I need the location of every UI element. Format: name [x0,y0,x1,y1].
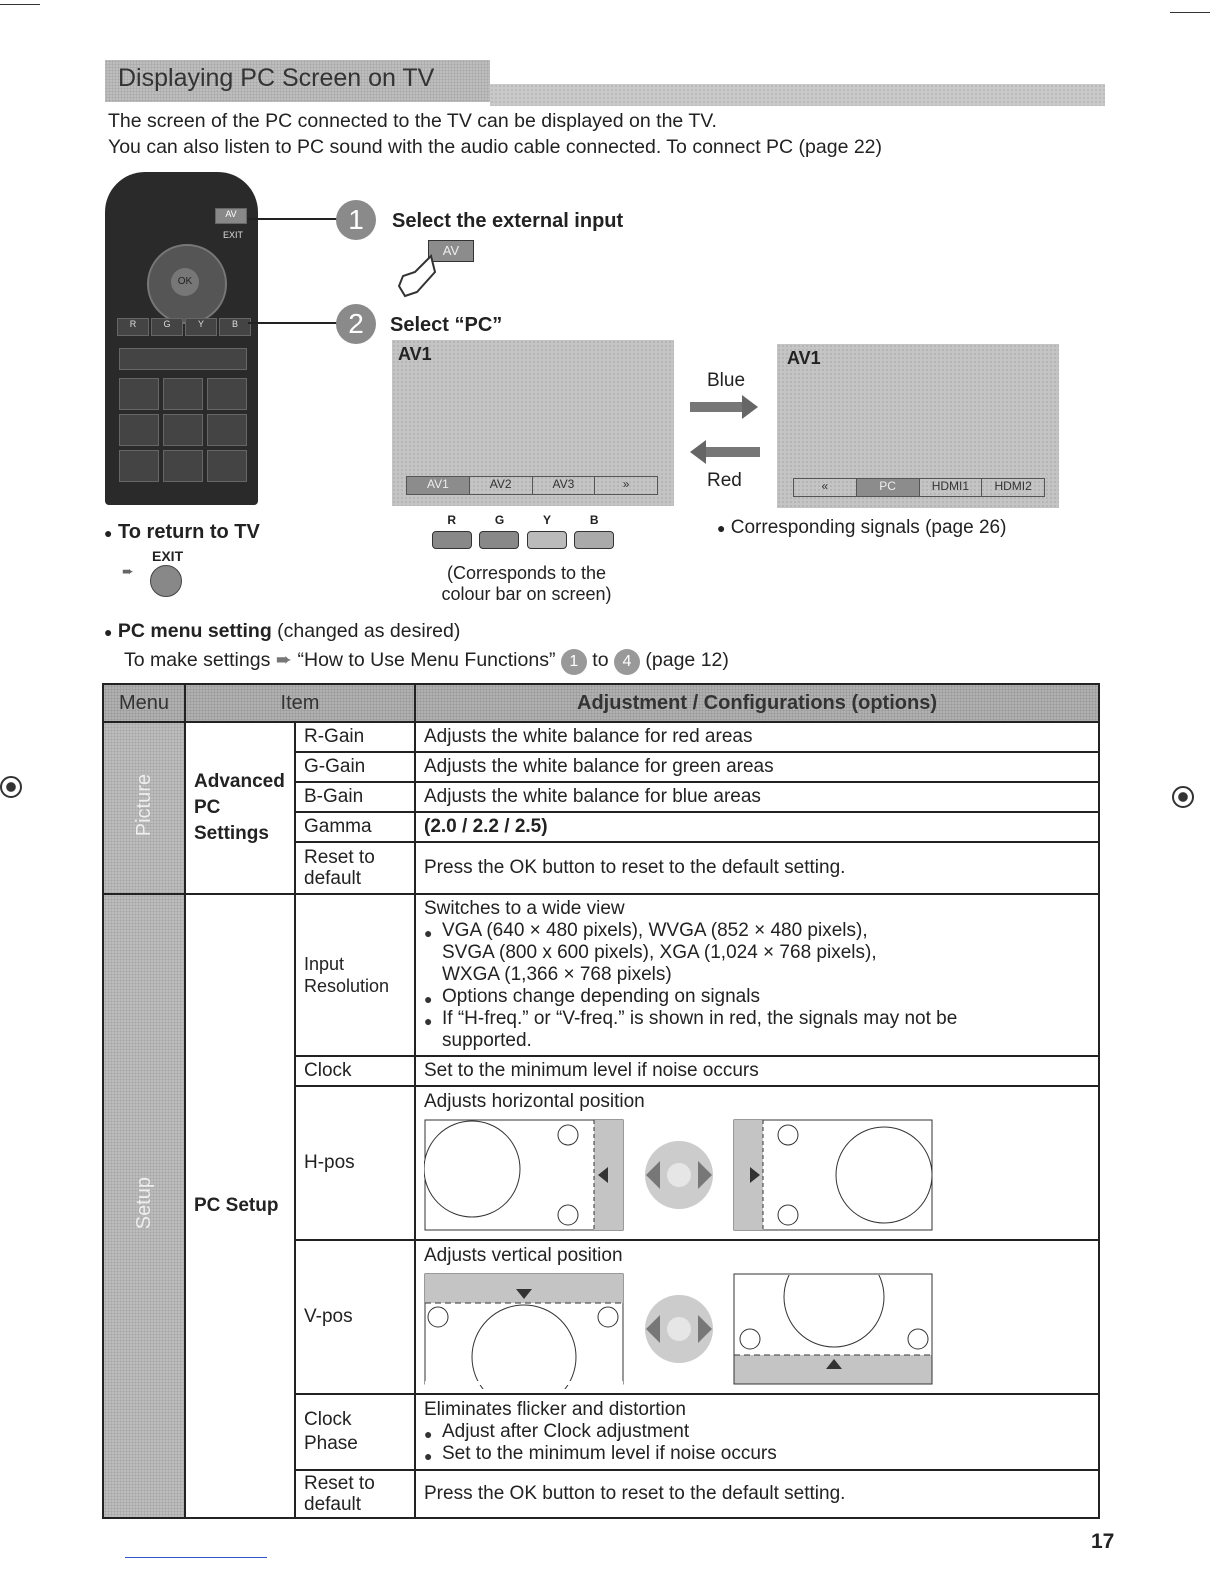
desc-reset-setup: Press the OK button to reset to the default setting. [415,1470,1099,1518]
page-title: Displaying PC Screen on TV [118,64,435,92]
pc-menu-heading-suffix: (changed as desired) [277,620,461,642]
vpos-illustration [424,1273,944,1389]
input-res-desc: Switches to a wide view [424,898,625,919]
pc-menu-heading: ● PC menu setting (changed as desired) [104,620,461,642]
remote-ok-button: OK [171,268,199,296]
remote-key [163,450,203,482]
clock-phase-bullet-2: ● Set to the minimum level if noise occurs [424,1443,1090,1465]
crop-mark [1170,12,1210,13]
desc-clock: Set to the minimum level if noise occurs [415,1056,1099,1086]
color-keys-caption [424,563,629,605]
hand-press-icon [395,252,439,300]
menu-table [102,683,1100,1519]
remote-g-button: G [151,318,183,336]
desc-reset-picture: Press the OK button to reset to the default setting. [415,842,1099,894]
instr-prefix: To make settings [124,649,271,671]
remote-row [119,348,247,370]
key-g-label: G [494,513,505,527]
input-res-bullet-1 [424,920,1090,986]
desc-g-gain: Adjusts the white balance for green areas [415,752,1099,782]
remote-key [119,378,159,410]
step-from-icon: 1 [561,649,587,675]
item-clock-phase: Clock Phase [295,1394,415,1470]
remote-y-button: Y [185,318,217,336]
remote-av-button: AV [215,208,247,224]
tab-next: » [622,477,630,491]
menu-setup-label: Setup [132,1176,155,1230]
item-clock: Clock [295,1056,415,1086]
key-y-label: Y [543,513,552,527]
screen-left-tabs [406,476,658,495]
caption-line-1: (Corresponds to the [446,563,607,583]
table-row [103,894,1099,1056]
group-pc-setup: PC Setup [185,894,295,1518]
crop-mark [0,4,40,5]
tab-av2: AV2 [470,477,533,494]
remote-key [163,414,203,446]
screen-right-label: AV1 [787,348,821,368]
item-reset-setup: Reset to default [295,1470,415,1518]
return-tv-note: ● To return to TV [104,521,260,543]
clock-phase-bullet-1: ● Adjust after Clock adjustment [424,1421,1090,1443]
screen-right [777,344,1059,508]
input-res-bullet-3-l2: supported. [442,1030,532,1051]
key-b-label: B [589,513,599,527]
tab-av3: AV3 [533,477,596,494]
red-key-icon [432,531,472,549]
tab-av1: AV1 [407,477,470,494]
input-res-bullet-3 [424,1008,1090,1052]
hpos-desc: Adjusts horizontal position [424,1091,645,1112]
item-input-resolution: Input Resolution [295,894,415,1056]
item-h-pos: H-pos [295,1086,415,1240]
remote-key [207,414,247,446]
registration-mark-icon [0,776,22,798]
desc-b-gain: Adjusts the white balance for blue areas [415,782,1099,812]
caption-line-2: colour bar on screen) [441,584,612,604]
hpos-illustration [424,1119,944,1235]
menu-picture [103,722,185,894]
menu-picture-label: Picture [132,773,155,837]
blue-label: Blue [707,370,746,391]
tab-hdmi1: HDMI1 [920,479,983,496]
color-keys [428,513,618,549]
screen-left-label: AV1 [398,344,432,364]
pc-menu-heading-text: PC menu setting [117,620,272,642]
desc-input-resolution [415,894,1099,1056]
step-1-icon: 1 [336,200,376,240]
input-res-bullet-1-l3: WXGA (1,366 × 768 pixels) [442,964,672,985]
arrow-hint-icon: ➨ [122,563,134,579]
remote-key [207,450,247,482]
header-menu: Menu [103,684,185,722]
item-reset-picture: Reset to default [295,842,415,894]
arrow-right-icon [742,395,758,419]
desc-clock-phase [415,1394,1099,1470]
yellow-key-icon [527,531,567,549]
instr-page: (page 12) [645,649,729,671]
input-res-bullet-3-l1: ● If “H-freq.” or “V-freq.” is shown in red, the signals may not be [442,1008,958,1029]
instr-to: to [592,649,609,671]
header-adjustment: Adjustment / Configurations (options) [415,684,1099,722]
remote-key [119,450,159,482]
return-tv-label: To return to TV [118,521,260,543]
clock-phase-desc: Eliminates flicker and distortion [424,1399,686,1420]
group-advanced-pc: Advanced PC Settings [185,722,295,894]
item-r-gain: R-Gain [295,722,415,752]
item-b-gain: B-Gain [295,782,415,812]
av-button-icon: AV [428,240,474,262]
page-number: 17 [1091,1530,1115,1553]
remote-key [119,414,159,446]
screen-left [392,340,674,506]
step-to-icon: 4 [614,649,640,675]
desc-gamma: (2.0 / 2.2 / 2.5) [415,812,1099,842]
tab-pc: PC [857,479,920,496]
step-1-text: Select the external input [392,210,624,232]
instr-mid: “How to Use Menu Functions” [297,649,556,671]
key-r-label: R [447,513,457,527]
tab-hdmi2: HDMI2 [994,479,1032,493]
arrow-left-icon [690,440,706,464]
desc-r-gain: Adjusts the white balance for red areas [415,722,1099,752]
exit-label: EXIT [152,548,184,564]
arrow-right-shaft [690,402,742,412]
screen-right-tabs [793,478,1045,497]
red-label: Red [707,470,742,491]
arrow-left-shaft [706,447,760,457]
item-g-gain: G-Gain [295,752,415,782]
step-2-icon: 2 [336,304,376,344]
table-row [103,722,1099,752]
signals-note-text: Corresponding signals (page 26) [730,517,1007,538]
input-res-bullet-1-l1: ● VGA (640 × 480 pixels), WVGA (852 × 480 pixels), [442,920,868,941]
leader-line-2 [248,322,338,324]
signals-note: ● Corresponding signals (page 26) [717,517,1007,538]
blue-key-icon [574,531,614,549]
tab-prev: « [794,479,857,496]
remote-key [207,378,247,410]
intro-line-1: The screen of the PC connected to the TV can be displayed on the TV. [108,110,717,132]
remote-r-button: R [117,318,149,336]
desc-v-pos [415,1240,1099,1394]
pc-menu-instruction [124,648,729,675]
table-header [103,684,1099,722]
remote-key [163,378,203,410]
remote-b-button: B [219,318,251,336]
desc-h-pos [415,1086,1099,1240]
leader-line-1 [248,218,338,220]
remote-exit-label: EXIT [223,230,244,240]
item-v-pos: V-pos [295,1240,415,1394]
input-res-bullet-2: ● Options change depending on signals [424,986,1090,1008]
crop-mark [125,1557,267,1558]
menu-setup [103,894,185,1518]
intro-line-2: You can also listen to PC sound with the audio cable connected. To connect PC (page 22) [108,136,883,158]
exit-button-icon [150,565,182,597]
header-item: Item [185,684,415,722]
remote-control-image [105,172,258,505]
green-key-icon [479,531,519,549]
vpos-desc: Adjusts vertical position [424,1245,623,1266]
step-2-text: Select “PC” [390,314,503,336]
arrow-hint-icon: ➨ [275,649,293,671]
input-res-bullet-1-l2: SVGA (800 x 600 pixels), XGA (1,024 × 768 pixels), [442,942,877,963]
item-gamma: Gamma [295,812,415,842]
registration-mark-icon [1172,786,1194,808]
title-strip [490,84,1105,106]
